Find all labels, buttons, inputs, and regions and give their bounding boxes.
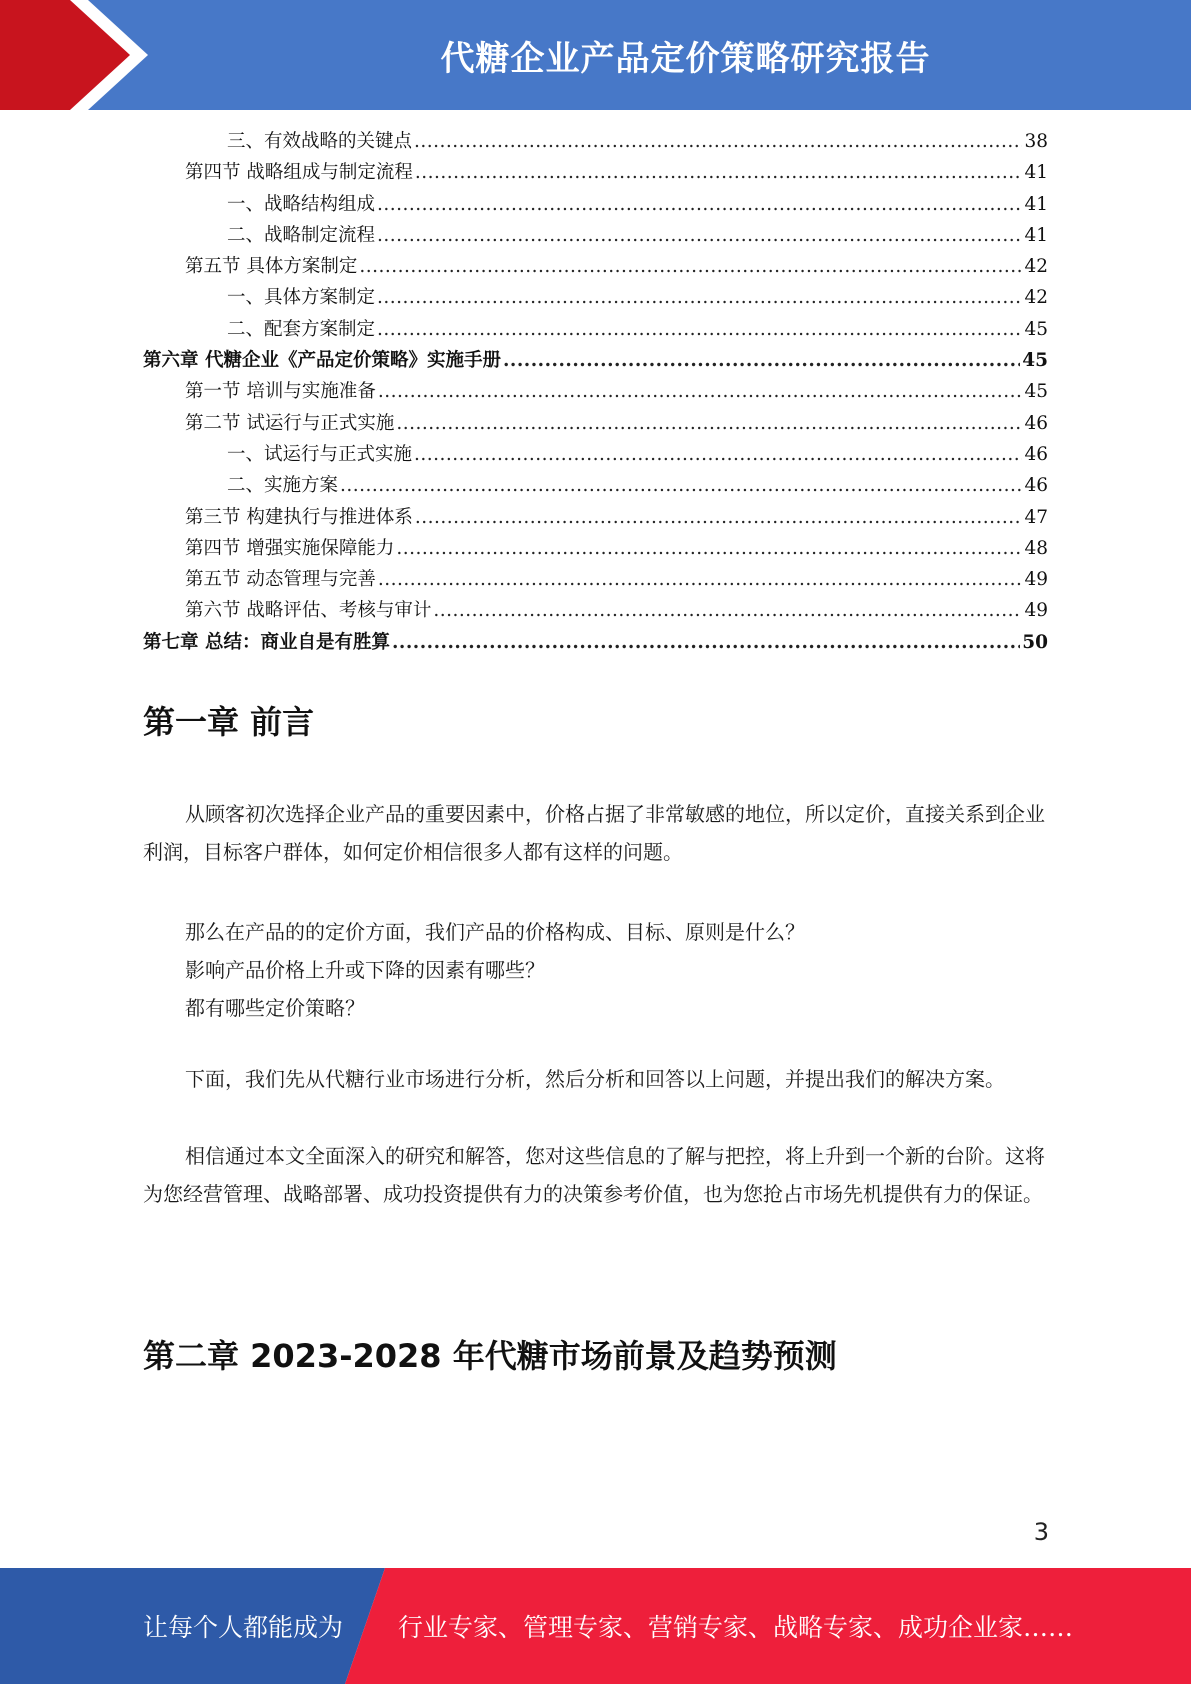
toc-entry[interactable]	[143, 409, 1048, 440]
toc-entry-title: 一、战略结构组成	[227, 193, 376, 215]
toc-entry[interactable]	[143, 158, 1048, 189]
toc-dot-leader	[415, 507, 1023, 528]
toc-entry[interactable]	[143, 190, 1048, 221]
toc-entry[interactable]	[143, 440, 1048, 471]
chapter-1-paragraph-1: 从顾客初次选择企业产品的重要因素中，价格占据了非常敏感的地位，所以定价，直接关系到企业利润，目标客户群体，如何定价相信很多人都有这样的问题。	[143, 802, 1045, 864]
toc-dot-leader	[377, 194, 1022, 215]
toc-entry-title: 第三节 构建执行与推进体系	[185, 506, 413, 528]
toc-dot-leader	[433, 600, 1022, 621]
toc-entry-title: 二、战略制定流程	[227, 224, 376, 246]
page-number: 3	[1033, 1518, 1049, 1546]
chapter-1-paragraph-3: 相信通过本文全面深入的研究和解答，您对这些信息的了解与把控，将上升到一个新的台阶。这将为您经营管理、战略部署、成功投资提供有力的决策参考价值，也为您抢占市场先机提供有力的保证。	[143, 1144, 1045, 1206]
toc-dot-leader	[340, 475, 1022, 496]
toc-entry[interactable]	[143, 346, 1048, 377]
toc-dot-leader	[377, 319, 1022, 340]
toc-entry[interactable]	[143, 628, 1048, 659]
toc-entry-title: 第六节 战略评估、考核与审计	[185, 600, 432, 622]
toc-entry-page: 50	[1022, 631, 1048, 653]
toc-dot-leader	[359, 256, 1022, 277]
toc-entry-page: 42	[1024, 287, 1048, 309]
footer-slogan-left: 让每个人都能成为	[143, 1613, 344, 1642]
toc-entry[interactable]	[143, 377, 1048, 408]
toc-entry-page: 41	[1024, 193, 1048, 215]
toc-entry-page: 41	[1024, 162, 1048, 184]
chapter-2-heading: 第二章 2023-2028 年代糖市场前景及趋势预测	[143, 1337, 837, 1375]
toc-entry-page: 41	[1024, 224, 1048, 246]
toc-entry-title: 第五节 动态管理与完善	[185, 569, 376, 591]
toc-entry-title: 二、实施方案	[227, 475, 339, 497]
page-footer	[0, 1568, 1191, 1684]
toc-entry[interactable]	[143, 283, 1048, 314]
question-line: 影响产品价格上升或下降的因素有哪些？	[185, 958, 545, 982]
toc-entry[interactable]	[143, 315, 1048, 346]
toc-entry-title: 第六章 代糖企业《产品定价策略》实施手册	[143, 350, 501, 372]
toc-entry-page: 49	[1024, 569, 1048, 591]
toc-entry-title: 一、试运行与正式实施	[227, 443, 413, 465]
toc-dot-leader	[378, 569, 1023, 590]
toc-entry[interactable]	[143, 565, 1048, 596]
toc-entry-title: 第四节 增强实施保障能力	[185, 537, 395, 559]
toc-entry[interactable]	[143, 252, 1048, 283]
toc-entry-page: 49	[1024, 600, 1048, 622]
toc-entry-title: 第一节 培训与实施准备	[185, 381, 376, 403]
toc-dot-leader	[377, 225, 1022, 246]
toc-dot-leader	[503, 350, 1020, 371]
table-of-contents	[143, 127, 1048, 659]
toc-entry-page: 46	[1024, 475, 1048, 497]
question-line: 那么在产品的的定价方面，我们产品的价格构成、目标、原则是什么？	[185, 920, 805, 944]
question-line: 都有哪些定价策略？	[185, 996, 365, 1020]
toc-entry-page: 46	[1024, 412, 1048, 434]
toc-entry-page: 48	[1024, 537, 1048, 559]
toc-entry[interactable]	[143, 471, 1048, 502]
toc-entry[interactable]	[143, 221, 1048, 252]
page-header	[0, 0, 1191, 110]
header-arrow-decoration	[0, 0, 160, 110]
toc-dot-leader	[396, 413, 1022, 434]
toc-dot-leader	[396, 538, 1022, 559]
toc-entry-page: 42	[1024, 256, 1048, 278]
toc-entry[interactable]	[143, 127, 1048, 158]
toc-entry-page: 38	[1024, 131, 1048, 152]
footer-slogan-right: 行业专家、管理专家、营销专家、战略专家、成功企业家……	[398, 1613, 1074, 1642]
report-title: 代糖企业产品定价策略研究报告	[440, 38, 931, 79]
toc-entry-page: 45	[1024, 381, 1048, 403]
toc-entry-title: 二、配套方案制定	[227, 318, 376, 340]
toc-dot-leader	[414, 444, 1022, 465]
toc-entry-title: 三、有效战略的关键点	[227, 131, 413, 152]
toc-entry-title: 第二节 试运行与正式实施	[185, 412, 395, 434]
toc-entry-title: 第四节 战略组成与制定流程	[185, 162, 413, 184]
toc-dot-leader	[392, 632, 1020, 653]
chapter-1-paragraph-2: 下面，我们先从代糖行业市场进行分析，然后分析和回答以上问题，并提出我们的解决方案。	[185, 1067, 1005, 1091]
toc-entry-page: 45	[1024, 318, 1048, 340]
toc-entry[interactable]	[143, 503, 1048, 534]
toc-dot-leader	[414, 131, 1022, 152]
toc-entry-title: 一、具体方案制定	[227, 287, 376, 309]
chapter-1-heading: 第一章 前言	[143, 703, 315, 741]
toc-entry-page: 47	[1024, 506, 1048, 528]
toc-entry[interactable]	[143, 596, 1048, 627]
toc-dot-leader	[415, 162, 1023, 183]
toc-entry-title: 第七章 总结：商业自是有胜算	[143, 631, 390, 653]
toc-entry[interactable]	[143, 534, 1048, 565]
toc-dot-leader	[378, 381, 1023, 402]
toc-entry-page: 45	[1022, 350, 1048, 372]
toc-entry-title: 第五节 具体方案制定	[185, 256, 358, 278]
toc-dot-leader	[377, 287, 1022, 308]
toc-entry-page: 46	[1024, 443, 1048, 465]
